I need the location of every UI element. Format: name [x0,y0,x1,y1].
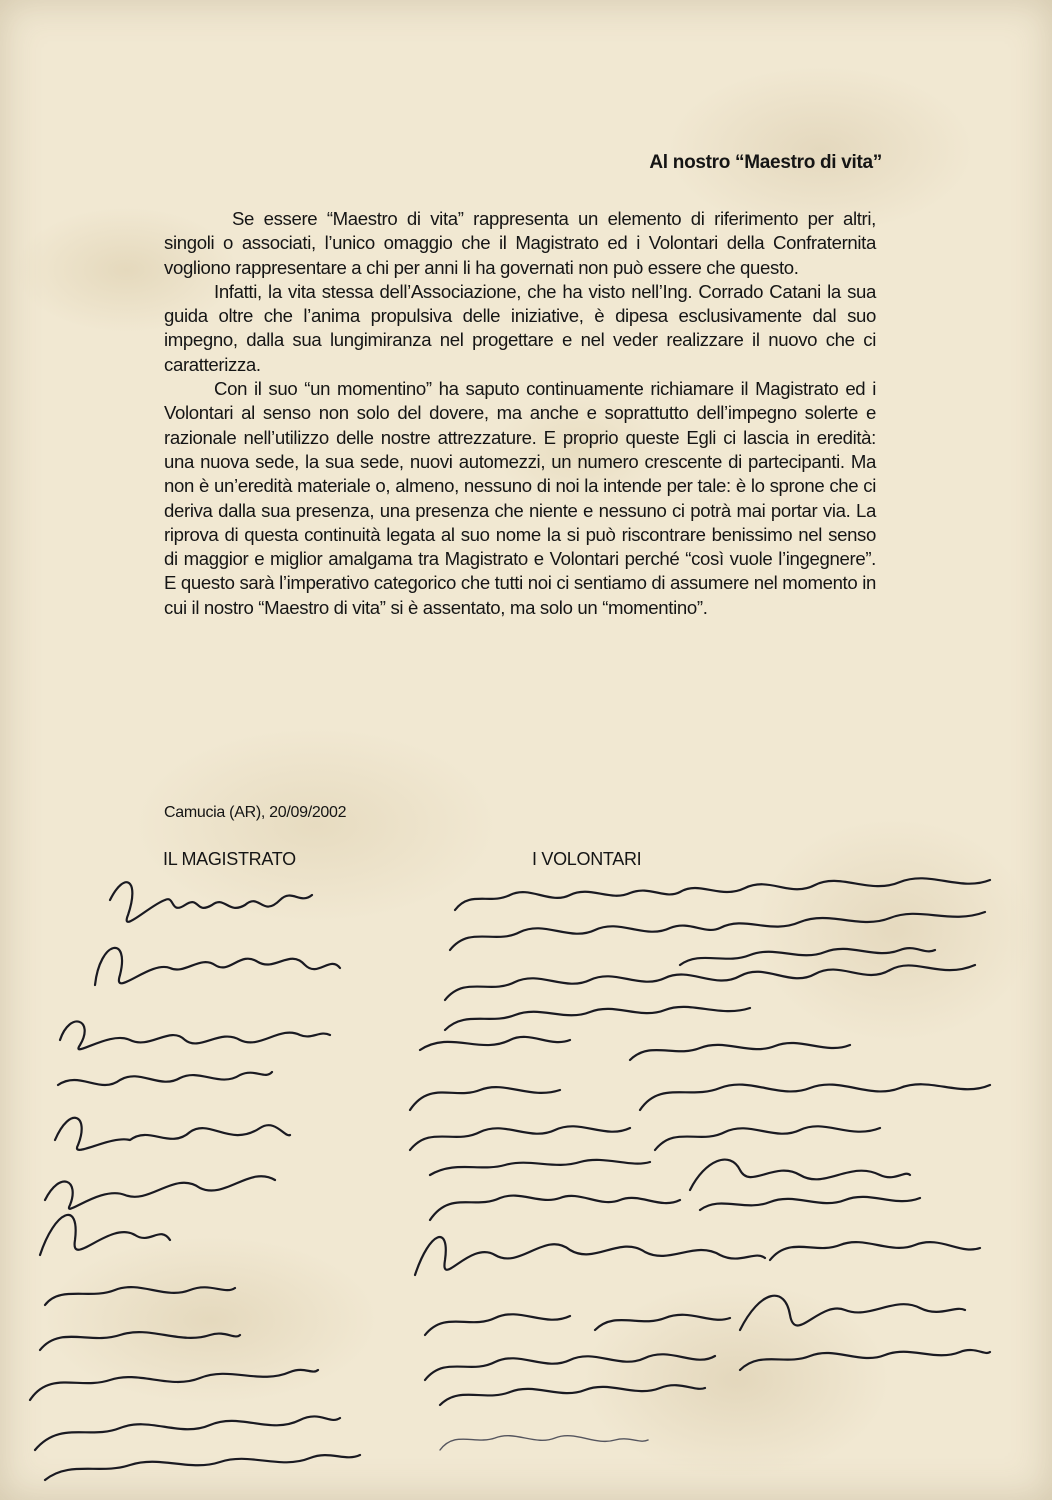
signature-stroke [30,1370,318,1400]
letter-body [164,207,876,620]
signature-stroke [410,1087,560,1110]
magistrato-label: IL MAGISTRATO [163,849,296,869]
signature-stroke [440,1436,648,1450]
signature-stroke [640,1084,990,1110]
document-title: Al nostro “Maestro di vita” [649,152,882,173]
signature-stroke [455,878,990,910]
signature-stroke [415,1237,765,1275]
signature-stroke [55,1118,290,1150]
signature-stroke [410,1126,630,1150]
signature-stroke [595,1315,730,1330]
signature-stroke [445,1007,750,1030]
magistrato-signatures [30,882,360,1480]
signature-stroke [40,1332,240,1350]
place-date: Camucia (AR), 20/09/2002 [164,804,347,821]
volontari-label: I VOLONTARI [532,849,642,869]
paragraph-3: Con il suo “un momentino” ha saputo continuamente richiamare il Magistrato ed i Volontari al senso non solo del dovere, ma anche e soprattutto dell’impegno solerte e razionale nell’utilizzo delle nostre attrezzature. E proprio queste Egli ci lascia in eredità: una nuova sede, la sua sede, nuovi automezzi, un numero crescente di partecipanti. Ma non è un’eredità materiale o, almeno, nessuno di noi la intende per tale: è lo sprone che ci deriva dalla sua presenza, una presenza che niente e nessuno ci potrà mai portar via. La riprova di questa continuità legata al suo nome la si può riscontrare benissimo nel senso di maggior e miglior amalgama tra Magistrato e Volontari perché “così vuole l’ingegnere”. E questo sarà l’imperativo categorico che tutti noi ci sentiamo di assumere nel momento in cui il nostro “Maestro di vita” si è assentato, ma solo un “momentino”. [164,378,876,618]
signature-stroke [110,882,312,922]
signature-stroke [430,1160,650,1175]
signature-stroke [430,1196,680,1220]
signature-stroke [60,1021,330,1049]
paragraph-1: Se essere “Maestro di vita” rappresenta un elemento di riferimento per altri, singoli o associati, l’unico omaggio che il Magistrato ed i Volontari della Confraternita vogliono rappresentare a chi per anni li ha governati non può essere che questo. [164,208,876,278]
signature-stroke [700,1197,920,1210]
volontari-signatures [410,878,990,1450]
signature-stroke [740,1296,965,1330]
signature-stroke [680,948,935,965]
signature-stroke [690,1160,910,1190]
signature-stroke [58,1072,272,1085]
signature-stroke [420,1037,570,1050]
signature-stroke [45,1176,275,1209]
signature-stroke [445,965,975,1000]
signature-stroke [35,1416,340,1450]
signature-stroke [740,1350,990,1370]
signature-stroke [630,1043,850,1060]
signature-stroke [425,1314,570,1335]
signature-stroke [40,1215,170,1255]
signature-stroke [95,948,340,985]
signature-stroke [45,1455,360,1480]
signature-stroke [770,1242,980,1260]
signature-stroke [440,1385,705,1405]
paragraph-2: Infatti, la vita stessa dell’Associazione, che ha visto nell’Ing. Corrado Catani la sua guida oltre che l’anima propulsiva delle iniziative, è dipesa esclusivamente dal suo impegno, dalla sua lungimiranza nel progettare e nel veder realizzare il nuovo che ci caratterizza. [164,280,876,375]
signature-stroke [45,1287,235,1305]
signature-stroke [450,912,985,950]
signature-stroke [655,1126,880,1150]
signature-stroke [425,1354,715,1380]
